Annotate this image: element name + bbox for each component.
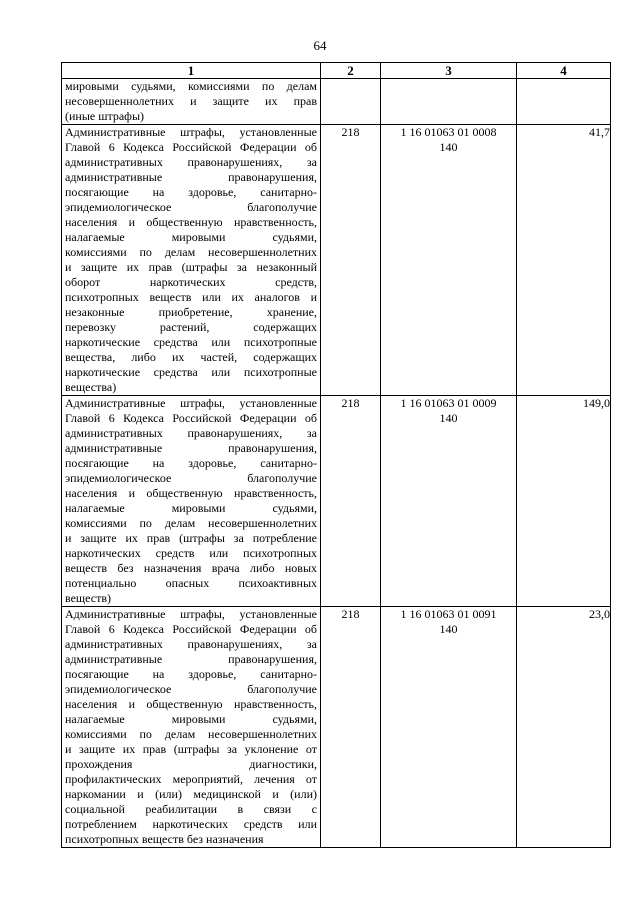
classification-cell xyxy=(381,607,517,848)
table-row xyxy=(62,396,611,607)
description-cell xyxy=(62,607,321,848)
description-line: административные правонарушения, xyxy=(65,441,317,455)
column-header-1: 1 xyxy=(62,63,321,79)
classification-code: 1 16 01063 01 0091 xyxy=(400,607,497,621)
description-line: административных правонарушениях, за xyxy=(65,637,317,651)
description-line: социальной реабилитации в связи с xyxy=(65,802,317,816)
description-line: и защите их прав (штрафы за незаконный xyxy=(65,260,317,274)
classification-cell xyxy=(381,79,517,125)
administrator-cell xyxy=(321,396,381,607)
description-line: Административные штрафы, установленные xyxy=(65,607,317,621)
description-line: наркотических средств или психотропных xyxy=(65,546,317,560)
table-header-row xyxy=(62,63,611,79)
administrator-cell xyxy=(321,607,381,848)
description-line: наркомании и (или) медицинской и (или) xyxy=(65,787,317,801)
classification-code-suffix: 140 xyxy=(439,140,458,154)
amount-cell xyxy=(517,79,611,125)
description-line: Административные штрафы, установленные xyxy=(65,125,317,139)
description-line: и защите их прав (штрафы за уклонение от xyxy=(65,742,317,756)
description-line: населения и общественную нравственность, xyxy=(65,697,317,711)
description-line: административные правонарушения, xyxy=(65,170,317,184)
description-line: прохождения диагностики, xyxy=(65,757,317,771)
description-line: административных правонарушениях, за xyxy=(65,426,317,440)
description-line: психотропных веществ или их аналогов и xyxy=(65,290,317,304)
classification-cell xyxy=(381,125,517,396)
description-line: психотропных веществ без назначения xyxy=(65,832,264,846)
description-text xyxy=(62,79,320,124)
column-header-2: 2 xyxy=(321,63,381,79)
description-line: (иные штрафы) xyxy=(65,109,145,123)
description-line: вещества) xyxy=(65,380,117,394)
description-cell xyxy=(62,79,321,125)
description-line: комиссиями по делам несовершеннолетних xyxy=(65,516,317,530)
administrator-cell xyxy=(321,125,381,396)
description-line: Главой 6 Кодекса Российской Федерации об xyxy=(65,140,317,154)
description-line: комиссиями по делам несовершеннолетних xyxy=(65,727,317,741)
description-line: потенциально опасных психоактивных xyxy=(65,576,317,590)
classification-code: 1 16 01063 01 0009 xyxy=(400,396,497,410)
description-text xyxy=(62,607,320,847)
description-line: административные правонарушения, xyxy=(65,652,317,666)
column-header-4: 4 xyxy=(517,63,611,79)
description-line: посягающие на здоровье, санитарно- xyxy=(65,185,317,199)
table-row xyxy=(62,79,611,125)
description-line: несовершеннолетних и защите их прав xyxy=(65,94,317,108)
description-line: Главой 6 Кодекса Российской Федерации об xyxy=(65,411,317,425)
description-line: налагаемые мировыми судьями, xyxy=(65,501,317,515)
description-line: эпидемиологическое благополучие xyxy=(65,682,317,696)
description-line: административных правонарушениях, за xyxy=(65,155,317,169)
description-line: посягающие на здоровье, санитарно- xyxy=(65,456,317,470)
amount-cell xyxy=(517,396,611,607)
description-line: населения и общественную нравственность, xyxy=(65,215,317,229)
description-cell xyxy=(62,396,321,607)
description-line: наркотические средства или психотропные xyxy=(65,365,317,379)
revenue-table xyxy=(61,62,611,848)
amount-value: 41,7 xyxy=(589,125,610,139)
description-line: потреблением наркотических средств или xyxy=(65,817,317,831)
administrator-code: 218 xyxy=(341,396,360,410)
description-line: наркотические средства или психотропные xyxy=(65,335,317,349)
administrator-code: 218 xyxy=(341,607,360,621)
description-line: веществ без назначения врача либо новых xyxy=(65,561,317,575)
administrator-cell xyxy=(321,79,381,125)
classification-code: 1 16 01063 01 0008 xyxy=(400,125,497,139)
amount-cell xyxy=(517,607,611,848)
page-number: 64 xyxy=(313,38,327,53)
description-line: посягающие на здоровье, санитарно- xyxy=(65,667,317,681)
description-line: вещества, либо их частей, содержащих xyxy=(65,350,317,364)
classification-cell xyxy=(381,396,517,607)
table-body xyxy=(62,79,611,848)
description-line: мировыми судьями, комиссиями по делам xyxy=(65,79,317,93)
description-line: перевозку растений, содержащих xyxy=(65,320,317,334)
description-line: налагаемые мировыми судьями, xyxy=(65,230,317,244)
column-header-3: 3 xyxy=(381,63,517,79)
classification-code-suffix: 140 xyxy=(439,622,458,636)
description-text xyxy=(62,125,320,395)
description-line: незаконные приобретение, хранение, xyxy=(65,305,317,319)
description-line: веществ) xyxy=(65,591,112,605)
table-row xyxy=(62,125,611,396)
amount-value: 149,0 xyxy=(583,396,610,410)
administrator-code: 218 xyxy=(341,125,360,139)
description-cell xyxy=(62,125,321,396)
description-line: оборот наркотических средств, xyxy=(65,275,317,289)
description-line: Административные штрафы, установленные xyxy=(65,396,317,410)
amount-cell xyxy=(517,125,611,396)
description-line: налагаемые мировыми судьями, xyxy=(65,712,317,726)
description-line: эпидемиологическое благополучие xyxy=(65,200,317,214)
amount-value: 23,0 xyxy=(589,607,610,621)
description-line: эпидемиологическое благополучие xyxy=(65,471,317,485)
description-text xyxy=(62,396,320,606)
description-line: населения и общественную нравственность, xyxy=(65,486,317,500)
description-line: Главой 6 Кодекса Российской Федерации об xyxy=(65,622,317,636)
table-row xyxy=(62,607,611,848)
description-line: комиссиями по делам несовершеннолетних xyxy=(65,245,317,259)
classification-code-suffix: 140 xyxy=(439,411,458,425)
description-line: и защите их прав (штрафы за потребление xyxy=(65,531,317,545)
description-line: профилактических мероприятий, лечения от xyxy=(65,772,317,786)
